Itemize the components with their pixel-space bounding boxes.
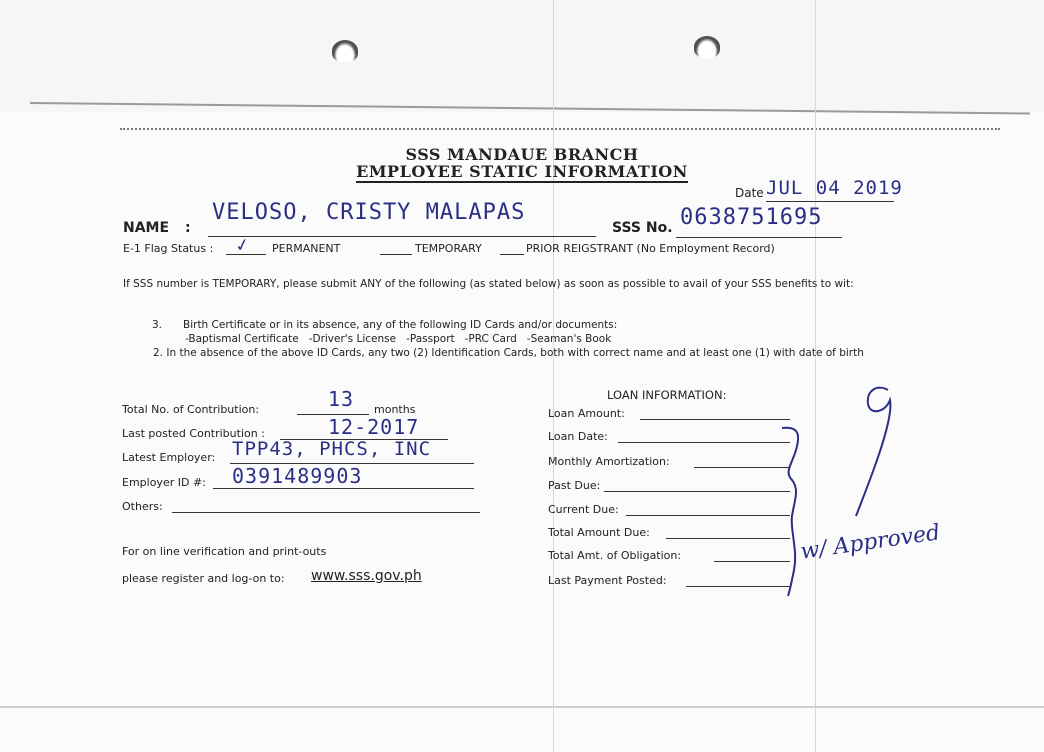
item-1-text: Birth Certificate or in its absence, any of the following ID Cards and/or documents:: [183, 319, 618, 331]
name-colon: :: [185, 220, 191, 236]
total-amount-due-label: Total Amount Due:: [548, 526, 650, 539]
loan-date-label: Loan Date:: [548, 430, 608, 443]
current-due-label: Current Due:: [548, 503, 619, 516]
bottom-fold: [0, 706, 1044, 708]
months-label: months: [374, 403, 416, 416]
flag-blank-prior: [500, 254, 524, 255]
flag-option-temporary[interactable]: TEMPORARY: [415, 242, 482, 255]
item-1-sub: -Baptismal Certificate -Driver's License -Passport -PRC Card -Seaman's Book: [185, 333, 612, 345]
flag-check-mark[interactable]: ✓: [233, 230, 252, 258]
total-obligation-label: Total Amt. of Obligation:: [548, 549, 682, 562]
top-fold: [0, 0, 1044, 112]
online-text-2: please register and log-on to:: [122, 572, 285, 585]
total-contribution-label: Total No. of Contribution:: [122, 403, 260, 416]
name-line: [208, 236, 596, 237]
loan-date-line: [618, 442, 790, 443]
employer-id-value[interactable]: 0391489903: [232, 464, 363, 488]
flag-blank-temporary: [380, 254, 412, 255]
employer-id-label: Employer ID #:: [122, 476, 206, 489]
handwritten-bracket-mark: [770, 380, 920, 600]
last-posted-value[interactable]: 12-2017: [328, 415, 420, 439]
punch-hole: [694, 36, 720, 58]
date-label: Date: [735, 186, 764, 200]
flag-option-prior[interactable]: PRIOR REIGSTRANT (No Employment Record): [526, 242, 775, 255]
flag-option-permanent[interactable]: PERMANENT: [272, 242, 341, 255]
date-line: [766, 201, 894, 202]
sss-label: SSS No.: [612, 220, 673, 236]
dotted-separator: [120, 128, 1000, 130]
form-title-text: EMPLOYEE STATIC INFORMATION: [356, 162, 688, 181]
branch-title: SSS MANDAUE BRANCH: [405, 145, 639, 164]
online-text-1: For on line verification and print-outs: [122, 545, 327, 558]
notice-text: If SSS number is TEMPORARY, please submit ANY of the following (as stated below) as soon as possible to avail of your SSS benefits to wit:: [123, 278, 854, 290]
loan-info-title: LOAN INFORMATION:: [607, 388, 727, 402]
employer-id-line: [213, 488, 474, 489]
item-2-number: 2.: [153, 347, 164, 359]
last-payment-label: Last Payment Posted:: [548, 574, 667, 587]
current-due-line: [626, 515, 790, 516]
sss-line: [676, 237, 842, 238]
paper-crease: [553, 0, 554, 752]
latest-employer-label: Latest Employer:: [122, 451, 216, 464]
past-due-line: [604, 491, 790, 492]
sss-value[interactable]: 0638751695: [680, 205, 823, 230]
latest-employer-value[interactable]: TPP43, PHCS, INC: [232, 438, 432, 460]
item-2-body: In the absence of the above ID Cards, any two (2) Identification Cards, both with correct name and at least one (1) with date of birth: [166, 347, 864, 359]
monthly-amortization-label: Monthly Amortization:: [548, 455, 670, 468]
name-label: NAME: [123, 220, 170, 236]
date-value[interactable]: JUL 04 2019: [766, 177, 903, 199]
total-contribution-value[interactable]: 13: [328, 387, 355, 411]
past-due-label: Past Due:: [548, 479, 601, 492]
paper-crease: [815, 0, 816, 752]
punch-hole: [332, 40, 358, 62]
others-line: [172, 512, 480, 513]
item-1-number: 3.: [152, 319, 163, 331]
others-label: Others:: [122, 500, 163, 513]
sss-url-link[interactable]: www.sss.gov.ph: [311, 568, 422, 584]
loan-amount-line: [640, 419, 790, 420]
loan-amount-label: Loan Amount:: [548, 407, 625, 420]
name-value[interactable]: VELOSO, CRISTY MALAPAS: [212, 200, 526, 225]
flag-label: E-1 Flag Status :: [123, 242, 214, 255]
item-2-text: [123, 346, 968, 360]
last-posted-label: Last posted Contribution :: [122, 427, 265, 440]
approved-annotation: w/ Approved: [798, 520, 942, 565]
